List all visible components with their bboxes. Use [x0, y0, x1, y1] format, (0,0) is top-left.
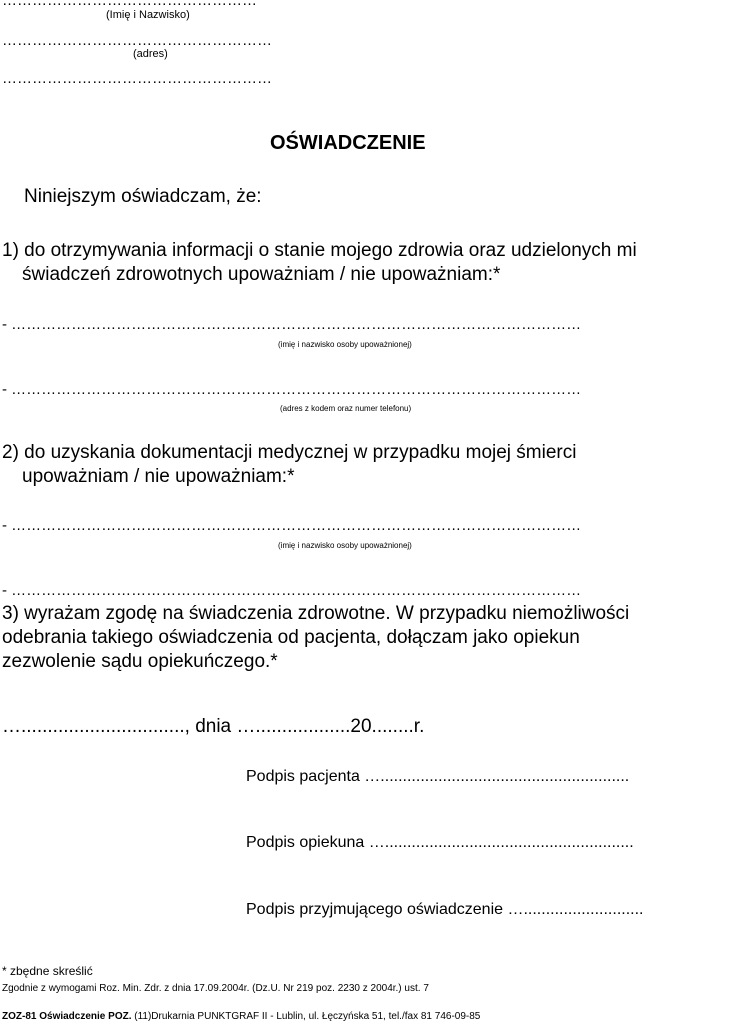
section2-name-field-label: (imię i nazwisko osoby upoważnionej) [278, 541, 412, 550]
printer-info: (11)Drukarnia PUNKTGRAF II - Lublin, ul. Łęczyńska 51, tel./fax 81 746-09-85 [134, 1011, 481, 1022]
footnote-strike-note: * zbędne skreślić [2, 964, 93, 978]
section1-address-field[interactable]: - …………………………………………………………………………………………………… [2, 381, 582, 398]
section2-second-field[interactable]: - …………………………………………………………………………………………………… [2, 582, 582, 599]
section3-line1: 3) wyrażam zgodę na świadczenia zdrowotne. W przypadku niemożliwości [2, 603, 630, 624]
name-label: (Imię i Nazwisko) [106, 9, 190, 21]
address-dots-line-2[interactable]: ……………………………………………… [2, 70, 272, 87]
address-dots-line-1[interactable]: ……………………………………………… [2, 32, 272, 49]
section1-name-field-label: (imię i nazwisko osoby upoważnionej) [278, 340, 412, 349]
name-dots-line[interactable]: …………………………………………… [2, 0, 257, 9]
section2-line2: upoważniam / nie upoważniam:* [22, 466, 295, 487]
section1-line1: 1) do otrzymywania informacji o stanie mojego zdrowia oraz udzielonych mi [2, 240, 637, 261]
address-label: (adres) [133, 48, 168, 60]
date-field[interactable]: …..............................., dnia …..................20........r. [2, 716, 425, 737]
patient-signature-field[interactable]: Podpis pacjenta …........................................................ [246, 768, 630, 785]
printer-footer [2, 1011, 480, 1022]
section1-address-field-label: (adres z kodem oraz numer telefonu) [280, 404, 412, 413]
guardian-signature-field[interactable]: Podpis opiekuna …........................................................ [246, 834, 634, 851]
document-title: OŚWIADCZENIE [270, 132, 426, 154]
intro-text: Niniejszym oświadczam, że: [24, 186, 262, 207]
section3-line2: odebrania takiego oświadczenia od pacjenta, dołączam jako opiekun [2, 627, 580, 648]
section2-line1: 2) do uzyskania dokumentacji medycznej w przypadku mojej śmierci [2, 442, 577, 463]
section2-name-field[interactable]: - …………………………………………………………………………………………………… [2, 517, 582, 534]
section1-name-field[interactable]: - …………………………………………………………………………………………………… [2, 316, 582, 333]
section3-line3: zezwolenie sądu opiekuńczego.* [2, 651, 278, 672]
form-code: ZOZ-81 Oświadczenie POZ. [2, 1011, 132, 1022]
receiver-signature-field[interactable]: Podpis przyjmującego oświadczenie …........................... [246, 901, 644, 918]
section1-line2: świadczeń zdrowotnych upoważniam / nie upoważniam:* [22, 264, 501, 285]
legal-basis-note: Zgodnie z wymogami Roz. Min. Zdr. z dnia 17.09.2004r. (Dz.U. Nr 219 poz. 2230 z 2004r.) ust. 7 [2, 983, 429, 994]
